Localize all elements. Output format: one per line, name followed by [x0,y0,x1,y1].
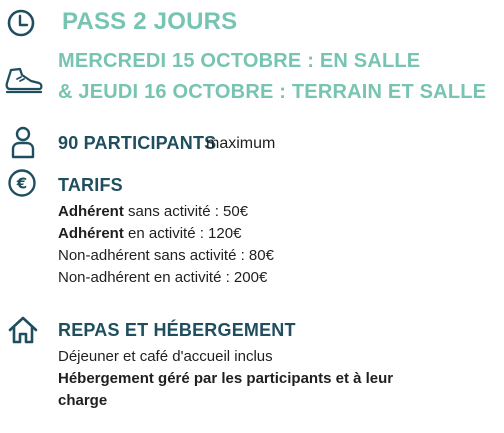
repas-section [0,314,504,424]
tarif-item [58,268,267,288]
pass-dates-line-2: & JEUDI 16 OCTOBRE : TERRAIN ET SALLE [58,81,487,103]
tarif-text: en activité : 120€ [123,225,242,242]
tarifs-section [0,168,504,298]
pass-dates-line-1: MERCREDI 15 OCTOBRE : EN SALLE [58,50,421,72]
participants-suffix: maximum [206,135,276,152]
hiking-boot-icon [4,66,44,96]
home-icon [7,315,39,345]
pass-section [0,0,504,115]
tarif-text: Non-adhérent sans activité : 80€ [58,247,274,264]
tarif-bold: Adhérent [58,225,124,242]
participants-section [0,125,504,165]
tarif-text: sans activité : 50€ [123,203,249,220]
participants-count: 90 PARTICIPANTS [58,133,217,153]
repas-line-2: Hébergement géré par les participants et à leur [58,370,394,387]
clock-icon [6,8,36,38]
euro-icon [7,168,37,198]
tarifs-title: TARIFS [58,175,123,195]
svg-text:€: € [16,174,28,193]
person-icon [10,125,36,159]
pass-title: PASS 2 JOURS [62,8,238,35]
repas-line-1: Déjeuner et café d'accueil inclus [58,348,273,365]
tarif-item [58,224,241,244]
repas-title: REPAS ET HÉBERGEMENT [58,320,296,340]
tarif-item [58,202,248,222]
repas-line-3: charge [58,392,108,409]
tarif-text: Non-adhérent en activité : 200€ [58,269,268,286]
tarif-item [58,246,274,266]
tarif-bold: Adhérent [58,203,124,220]
